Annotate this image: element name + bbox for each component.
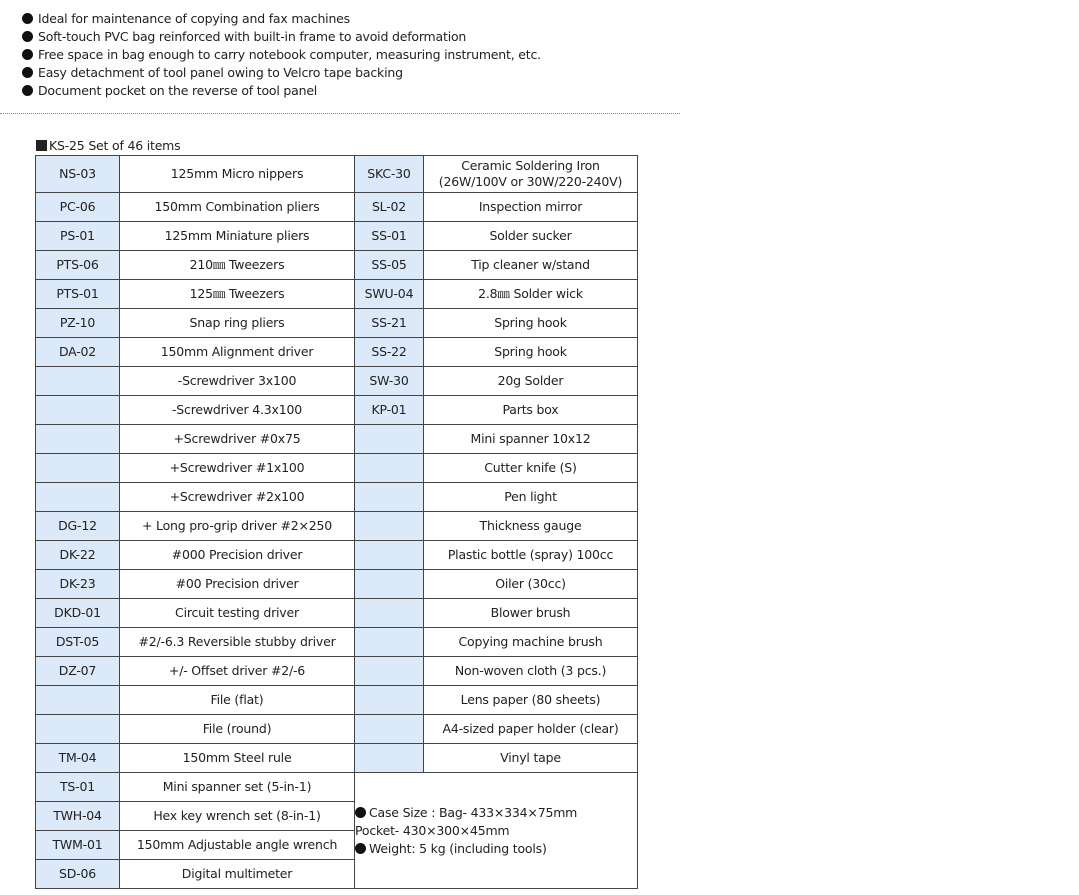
item-name: 125mm Miniature pliers [120,222,355,251]
item-name: -Screwdriver 3x100 [120,367,355,396]
table-row [36,251,638,280]
table-row [36,193,638,222]
item-code: NS-03 [36,156,120,193]
table-row [36,338,638,367]
item-name: Digital multimeter [120,860,355,889]
item-name [424,156,638,193]
table-row [36,512,638,541]
item-code [355,425,424,454]
item-code [36,715,120,744]
item-code [355,483,424,512]
item-name: File (round) [120,715,355,744]
table-row [36,773,638,802]
item-code [355,715,424,744]
feature-list [22,10,541,100]
bullet-icon [22,49,33,60]
table-row [36,367,638,396]
item-code [355,657,424,686]
bullet-icon [22,67,33,78]
bullet-icon [22,31,33,42]
item-name: 150mm Steel rule [120,744,355,773]
item-name: #00 Precision driver [120,570,355,599]
table-row [36,541,638,570]
item-code: DG-12 [36,512,120,541]
table-row [36,628,638,657]
case-size-text: Case Size : Bag- 433×334×75mm [369,804,578,820]
item-code: SKC-30 [355,156,424,193]
item-code [36,454,120,483]
item-name: 20g Solder [424,367,638,396]
item-name: 150mm Combination pliers [120,193,355,222]
item-code [355,512,424,541]
weight-line [355,840,637,858]
item-name-line: Ceramic Soldering Iron [461,158,600,173]
item-name-line: (26W/100V or 30W/220-240V) [438,174,623,189]
case-size-line [355,804,637,822]
feature-text: Easy detachment of tool panel owing to Velcro tape backing [38,65,403,80]
item-code: TWH-04 [36,802,120,831]
item-name: Plastic bottle (spray) 100cc [424,541,638,570]
item-name: Non-woven cloth (3 pcs.) [424,657,638,686]
item-name: 210㎜ Tweezers [120,251,355,280]
table-row [36,309,638,338]
feature-text: Ideal for maintenance of copying and fax machines [38,11,350,26]
item-code: PTS-01 [36,280,120,309]
item-code [355,599,424,628]
table-row [36,715,638,744]
table-row [36,599,638,628]
item-code: SS-05 [355,251,424,280]
table-row [36,686,638,715]
feature-item [22,28,541,46]
item-code [355,570,424,599]
item-name: +Screwdriver #1x100 [120,454,355,483]
item-code: DST-05 [36,628,120,657]
item-code: SW-30 [355,367,424,396]
item-code: SWU-04 [355,280,424,309]
item-name: +Screwdriver #0x75 [120,425,355,454]
item-code [36,425,120,454]
feature-item [22,64,541,82]
item-code [36,367,120,396]
table-row [36,454,638,483]
item-code [36,483,120,512]
feature-text: Soft-touch PVC bag reinforced with built-in frame to avoid deformation [38,29,467,44]
table-row [36,396,638,425]
feature-text: Free space in bag enough to carry notebook computer, measuring instrument, etc. [38,47,541,62]
item-code [355,541,424,570]
bullet-icon [22,85,33,96]
bullet-icon [22,13,33,24]
item-name: Inspection mirror [424,193,638,222]
item-name: Vinyl tape [424,744,638,773]
item-name: A4-sized paper holder (clear) [424,715,638,744]
tool-table [35,155,638,889]
item-name: Oiler (30cc) [424,570,638,599]
table-row [36,570,638,599]
item-code [355,454,424,483]
item-name: Solder sucker [424,222,638,251]
item-name: Spring hook [424,338,638,367]
feature-item [22,10,541,28]
item-name: Mini spanner set (5-in-1) [120,773,355,802]
item-name: #2/-6.3 Reversible stubby driver [120,628,355,657]
item-code: SS-01 [355,222,424,251]
set-caption [36,139,180,153]
item-name: Copying machine brush [424,628,638,657]
item-code [36,396,120,425]
item-code: TM-04 [36,744,120,773]
item-code: DKD-01 [36,599,120,628]
bullet-icon [355,807,366,818]
item-code [36,686,120,715]
item-name: Parts box [424,396,638,425]
item-name: Cutter knife (S) [424,454,638,483]
item-name: 150mm Adjustable angle wrench [120,831,355,860]
item-name: 125㎜ Tweezers [120,280,355,309]
item-code: DK-22 [36,541,120,570]
feature-item [22,82,541,100]
item-code: TS-01 [36,773,120,802]
item-name: Spring hook [424,309,638,338]
item-code [355,686,424,715]
item-name: 125mm Micro nippers [120,156,355,193]
item-name: Blower brush [424,599,638,628]
item-name: -Screwdriver 4.3x100 [120,396,355,425]
item-code: TWM-01 [36,831,120,860]
item-code [355,744,424,773]
bullet-icon [355,843,366,854]
item-code: PS-01 [36,222,120,251]
pocket-size-line: Pocket- 430×300×45mm [355,822,510,838]
item-name: Thickness gauge [424,512,638,541]
item-code: PZ-10 [36,309,120,338]
item-name: + Long pro-grip driver #2×250 [120,512,355,541]
feature-item [22,46,541,64]
item-code: SL-02 [355,193,424,222]
item-name: File (flat) [120,686,355,715]
item-code: DA-02 [36,338,120,367]
item-code: SS-22 [355,338,424,367]
item-code: SD-06 [36,860,120,889]
table-row [36,425,638,454]
item-name: +/- Offset driver #2/-6 [120,657,355,686]
item-code: PTS-06 [36,251,120,280]
item-name: 2.8㎜ Solder wick [424,280,638,309]
item-code: PC-06 [36,193,120,222]
item-name: Lens paper (80 sheets) [424,686,638,715]
table-row [36,222,638,251]
item-name: 150mm Alignment driver [120,338,355,367]
weight-text: Weight: 5 kg (including tools) [369,840,547,856]
table-row [36,483,638,512]
item-name: Snap ring pliers [120,309,355,338]
item-code: DZ-07 [36,657,120,686]
item-name: #000 Precision driver [120,541,355,570]
table-row [36,744,638,773]
caption-text: KS-25 Set of 46 items [49,138,181,153]
item-name: Tip cleaner w/stand [424,251,638,280]
case-specs [355,773,638,889]
item-code: DK-23 [36,570,120,599]
item-name: +Screwdriver #2x100 [120,483,355,512]
square-bullet-icon [36,140,47,151]
item-name: Hex key wrench set (8-in-1) [120,802,355,831]
item-name: Pen light [424,483,638,512]
item-code [355,628,424,657]
item-name: Mini spanner 10x12 [424,425,638,454]
item-name: Circuit testing driver [120,599,355,628]
table-row [36,280,638,309]
dotted-divider [0,113,680,114]
item-code: KP-01 [355,396,424,425]
feature-text: Document pocket on the reverse of tool panel [38,83,318,98]
table-row [36,657,638,686]
table-row [36,156,638,193]
item-code: SS-21 [355,309,424,338]
